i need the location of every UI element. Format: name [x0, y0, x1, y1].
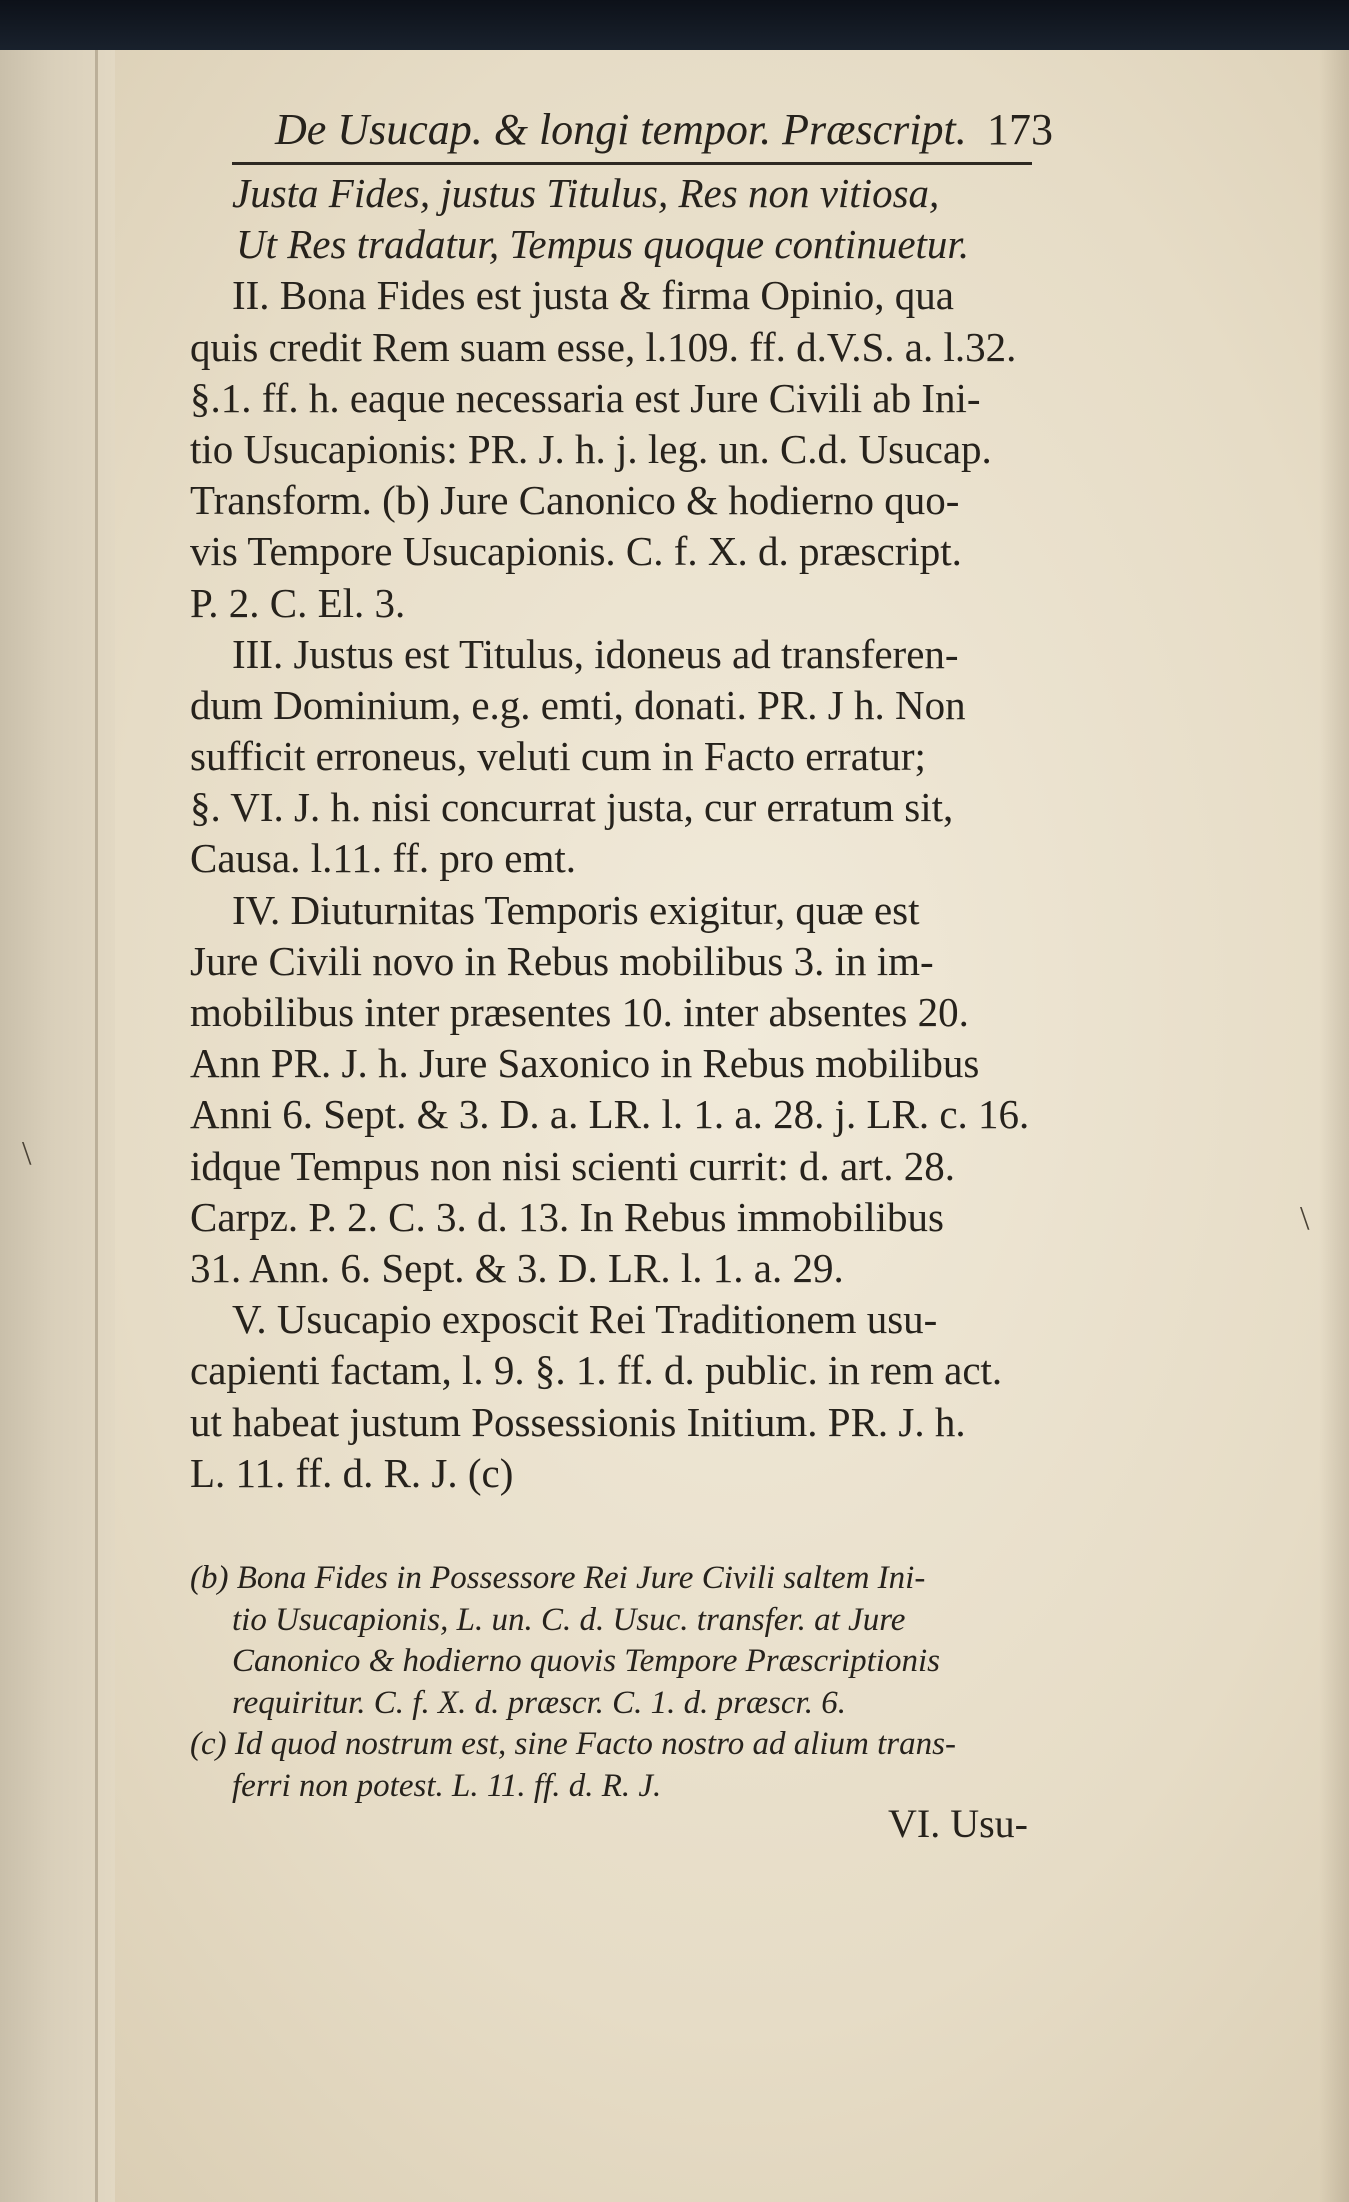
text-line: Causa. l.11. ff. pro emt.: [190, 835, 577, 882]
text-line: sufficit erroneus, veluti cum in Facto erratur;: [190, 733, 926, 780]
text-line: IV. Diuturnitas Temporis exigitur, quæ est: [232, 886, 920, 933]
margin-mark: \: [1300, 1200, 1310, 1237]
text-line: Carpz. P. 2. C. 3. d. 13. In Rebus immobilibus: [190, 1193, 944, 1240]
text-line: ut habeat justum Possessionis Initium. PR. J. h.: [190, 1398, 966, 1445]
text-line: V. Usucapio exposcit Rei Traditionem usu-: [232, 1296, 938, 1343]
text-line: II. Bona Fides est justa & firma Opinio, qua: [232, 272, 954, 319]
main-text: [190, 168, 1050, 1499]
text-line: P. 2. C. El. 3.: [190, 579, 406, 626]
footnote-line: (c) Id quod nostrum est, sine Facto nostro ad alium trans-: [190, 1726, 956, 1762]
running-title: De Usucap. & longi tempor. Præscript.: [275, 105, 967, 154]
text-line: tio Usucapionis: PR. J. h. j. leg. un. C.d. Usucap.: [190, 425, 992, 472]
text-line: Anni 6. Sept. & 3. D. a. LR. l. 1. a. 28. j. LR. c. 16.: [190, 1091, 1030, 1138]
text-line: quis credit Rem suam esse, l.109. ff. d.V.S. a. l.32.: [190, 323, 1017, 370]
gutter-fold-line: [95, 50, 98, 2202]
text-line: Ann PR. J. h. Jure Saxonico in Rebus mobilibus: [190, 1040, 980, 1087]
footnote-line: tio Usucapionis, L. un. C. d. Usuc. transfer. at Jure: [232, 1601, 906, 1638]
verse-line: Justa Fides, justus Titulus, Res non vitiosa,: [232, 170, 940, 216]
text-line: dum Dominium, e.g. emti, donati. PR. J h. Non: [190, 681, 966, 728]
footnote-line: requiritur. C. f. X. d. præscr. C. 1. d. præscr. 6.: [232, 1684, 846, 1721]
text-line: mobilibus inter præsentes 10. inter absentes 20.: [190, 989, 969, 1035]
text-line: L. 11. ff. d. R. J. (c): [190, 1449, 514, 1496]
footnotes: [190, 1558, 1050, 1807]
text-line: III. Justus est Titulus, idoneus ad transferen-: [232, 630, 959, 677]
text-line: Transform. (b) Jure Canonico & hodierno quo-: [190, 477, 960, 524]
page-edge-shadow: [1319, 50, 1349, 2202]
footnote-line: ferri non potest. L. 11. ff. d. R. J.: [232, 1767, 662, 1804]
text-line: Jure Civili novo in Rebus mobilibus 3. in im-: [190, 937, 934, 984]
running-header: [275, 100, 1065, 160]
footnote-line: (b) Bona Fides in Possessore Rei Jure Civili saltem Ini-: [190, 1560, 926, 1596]
page-number: 173: [987, 105, 1053, 154]
margin-mark: \: [22, 1135, 32, 1172]
footnote-line: Canonico & hodierno quovis Tempore Præscriptionis: [232, 1643, 940, 1679]
text-line: §.1. ff. h. eaque necessaria est Jure Civili ab Ini-: [190, 374, 981, 421]
text-line: §. VI. J. h. nisi concurrat justa, cur erratum sit,: [190, 784, 954, 831]
text-line: 31. Ann. 6. Sept. & 3. D. LR. l. 1. a. 29.: [190, 1244, 844, 1291]
text-line: idque Tempus non nisi scienti currit: d. art. 28.: [190, 1142, 956, 1189]
verse-line: Ut Res tradatur, Tempus quoque continuetur.: [236, 221, 970, 268]
header-rule: [232, 162, 1032, 165]
text-line: capienti factam, l. 9. §. 1. ff. d. public. in rem act.: [190, 1347, 1003, 1394]
text-line: vis Tempore Usucapionis. C. f. X. d. præscript.: [190, 528, 962, 575]
catchword: VI. Usu-: [888, 1801, 1028, 1846]
